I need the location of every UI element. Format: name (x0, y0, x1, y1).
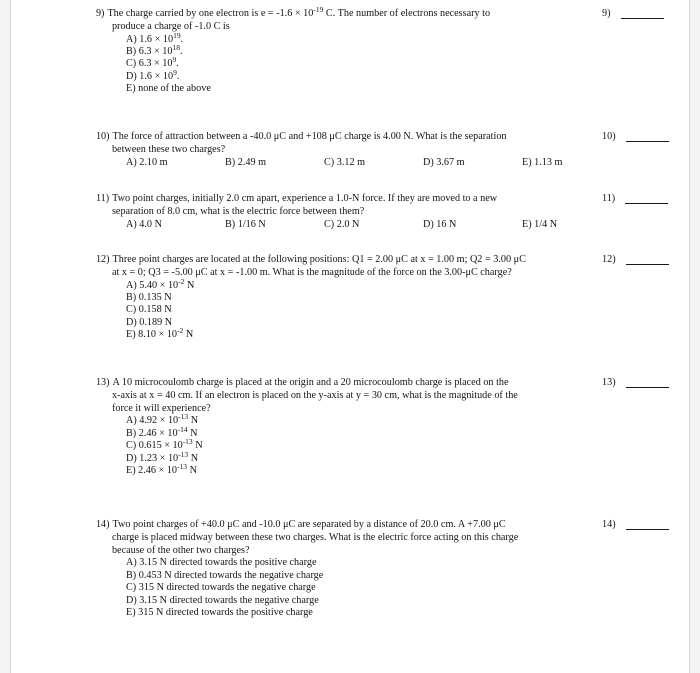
option-c[interactable]: C) 3.12 m (324, 156, 366, 168)
question-number: 9) (95, 8, 105, 19)
question-stem (96, 193, 601, 219)
stem-text: Two point charges of +40.0 μC and -10.0 μC are separated by a distance of 20.0 cm. A +7.00 μC (112, 519, 506, 530)
stem-continuation: produce a charge of -1.0 C is (111, 20, 230, 32)
answer-blank-9[interactable] (602, 8, 664, 19)
question-10 (96, 131, 601, 170)
option-exponent: 19 (173, 30, 181, 40)
option-exponent: -13 (178, 449, 189, 459)
question-9 (95, 5, 601, 96)
question-13 (96, 377, 601, 477)
option-exponent: 18 (172, 43, 180, 52)
option-e[interactable] (96, 462, 601, 477)
question-11 (96, 193, 601, 232)
answer-blank-13[interactable] (602, 377, 669, 388)
stem-text-tail: C. The number of electrons necessary to (323, 8, 491, 19)
answer-line[interactable] (625, 195, 668, 204)
option-label: B) 0.453 N directed towards the negative charge (126, 569, 324, 581)
option-label: E) 8.10 × 10 (126, 329, 178, 341)
option-tail: N (187, 427, 198, 439)
stem-continuation-2: because of the other two charges? (111, 544, 250, 556)
option-tail: . (176, 70, 180, 82)
answer-line[interactable] (626, 133, 669, 142)
answer-line[interactable] (626, 256, 669, 265)
option-a[interactable]: A) 4.0 N (126, 218, 162, 230)
answer-label: 13) (602, 377, 616, 388)
question-stem (96, 131, 601, 157)
option-c[interactable]: C) 2.0 N (324, 218, 360, 230)
question-stem (96, 377, 601, 415)
option-label: A) 5.40 × 10 (126, 279, 179, 291)
option-exponent: 9 (173, 67, 177, 77)
question-number: 13) (95, 377, 110, 388)
question-number: 10) (95, 131, 110, 142)
stem-continuation: between these two charges? (111, 143, 226, 155)
option-e[interactable] (96, 83, 601, 95)
option-label: D) 1.6 × 10 (126, 70, 174, 82)
answer-blank-12[interactable] (602, 254, 669, 265)
option-tail: N (192, 440, 203, 452)
stem-continuation: separation of 8.0 cm, what is the electric force between them? (111, 205, 365, 217)
option-d[interactable] (96, 595, 601, 607)
option-d[interactable] (96, 317, 601, 329)
answer-blank-14[interactable] (602, 519, 669, 530)
option-label: C) 315 N directed towards the negative charge (126, 582, 316, 594)
option-label: B) 2.46 × 10 (126, 427, 178, 439)
option-a[interactable] (96, 276, 601, 292)
option-tail: N (187, 465, 197, 477)
answer-blank-10[interactable] (602, 131, 669, 142)
question-12 (96, 254, 601, 342)
option-e[interactable] (96, 326, 601, 341)
option-label: E) none of the above (126, 83, 211, 95)
option-b[interactable]: B) 1/16 N (225, 218, 266, 230)
option-e[interactable]: E) 1/4 N (522, 218, 558, 230)
worksheet-page (10, 0, 690, 673)
answer-label: 10) (602, 131, 616, 142)
options-row (96, 157, 601, 170)
option-label: B) 0.135 N (126, 292, 172, 303)
stem-text: Two point charges, initially 2.0 cm apart, experience a 1.0-N force. If they are moved to a new (112, 193, 498, 204)
option-d[interactable]: D) 3.67 m (423, 156, 465, 168)
stem-text: The charge carried by one electron is e = -1.6 × 10 (107, 8, 314, 19)
answer-line[interactable] (621, 10, 664, 19)
option-tail: . (180, 33, 184, 45)
option-exponent: -14 (177, 424, 188, 434)
answer-blank-11[interactable] (602, 193, 668, 204)
stem-exponent: -19 (313, 5, 324, 14)
option-b[interactable]: B) 2.49 m (225, 156, 267, 168)
question-stem (95, 5, 601, 34)
option-label: D) 0.189 N (126, 316, 173, 328)
option-label: E) 2.46 × 10 (126, 465, 178, 477)
option-exponent: -13 (178, 412, 189, 422)
option-c[interactable] (96, 437, 601, 452)
stem-continuation: at x = 0; Q3 = -5.00 μC at x = -1.00 m. What is the magnitude of the force on the 3.00-μC charge? (111, 266, 512, 278)
option-label: C) 0.158 N (126, 304, 172, 316)
option-e[interactable]: E) 1.13 m (522, 156, 563, 168)
stem-continuation-2: force it will experience? (111, 402, 211, 414)
page-right-edge (689, 0, 690, 673)
option-b[interactable] (96, 570, 601, 582)
option-d[interactable] (96, 67, 601, 83)
option-label: A) 4.92 × 10 (126, 415, 179, 427)
option-e[interactable] (96, 607, 601, 619)
option-exponent: -13 (177, 462, 188, 472)
option-d[interactable] (96, 449, 601, 465)
option-a[interactable] (96, 412, 601, 427)
option-c[interactable] (96, 55, 601, 70)
answer-label: 9) (602, 8, 611, 19)
answer-label: 14) (602, 519, 616, 530)
option-b[interactable] (96, 424, 601, 440)
option-label: B) 6.3 × 10 (126, 46, 173, 57)
stem-text: Three point charges are located at the following positions: Q1 = 2.00 μC at x = 1.00 m; Q2 = 3.00 μC (112, 254, 526, 265)
options-row (96, 219, 601, 232)
answer-line[interactable] (626, 379, 669, 388)
option-c[interactable] (96, 582, 601, 594)
option-d[interactable]: D) 16 N (423, 218, 457, 230)
option-exponent: -2 (178, 276, 185, 286)
page-left-edge (10, 0, 11, 673)
stem-text: The force of attraction between a -40.0 μC and +108 μC charge is 4.00 N. What is the separation (112, 131, 507, 142)
option-label: D) 3.15 N directed towards the negative charge (126, 594, 319, 606)
option-tail: . (180, 46, 183, 57)
option-label: E) 315 N directed towards the positive charge (126, 607, 313, 619)
option-tail: . (176, 58, 179, 70)
option-label: A) 1.6 × 10 (126, 33, 174, 45)
option-label: D) 1.23 × 10 (126, 452, 179, 464)
answer-line[interactable] (626, 521, 669, 530)
option-a[interactable]: A) 2.10 m (126, 156, 168, 168)
option-exponent: -2 (177, 326, 184, 336)
stem-continuation: x-axis at x = 40 cm. If an electron is placed on the y-axis at y = 30 cm, what is the magnitude of the (111, 389, 518, 401)
answer-label: 11) (602, 193, 616, 204)
question-number: 14) (95, 519, 110, 530)
option-b[interactable] (96, 292, 601, 304)
option-exponent: -13 (182, 437, 193, 447)
option-c[interactable] (96, 304, 601, 316)
question-number: 12) (95, 254, 110, 265)
option-tail: N (188, 452, 199, 464)
option-label: C) 6.3 × 10 (126, 58, 173, 70)
answer-label: 12) (602, 254, 616, 265)
stem-continuation: charge is placed midway between these two charges. What is the electric force acting on this charge (111, 531, 519, 543)
option-label: C) 0.615 × 10 (126, 440, 183, 452)
stem-text: A 10 microcoulomb charge is placed at the origin and a 20 microcoulomb charge is placed on the (112, 377, 509, 388)
option-a[interactable] (96, 557, 601, 569)
option-exponent: 9 (172, 55, 177, 65)
question-14 (96, 519, 601, 619)
option-tail: N (183, 329, 194, 341)
question-number: 11) (95, 193, 110, 204)
question-stem (96, 519, 601, 557)
option-tail: N (184, 279, 195, 291)
option-tail: N (188, 415, 199, 427)
option-label: A) 3.15 N directed towards the positive charge (126, 557, 317, 569)
question-stem (96, 254, 601, 280)
